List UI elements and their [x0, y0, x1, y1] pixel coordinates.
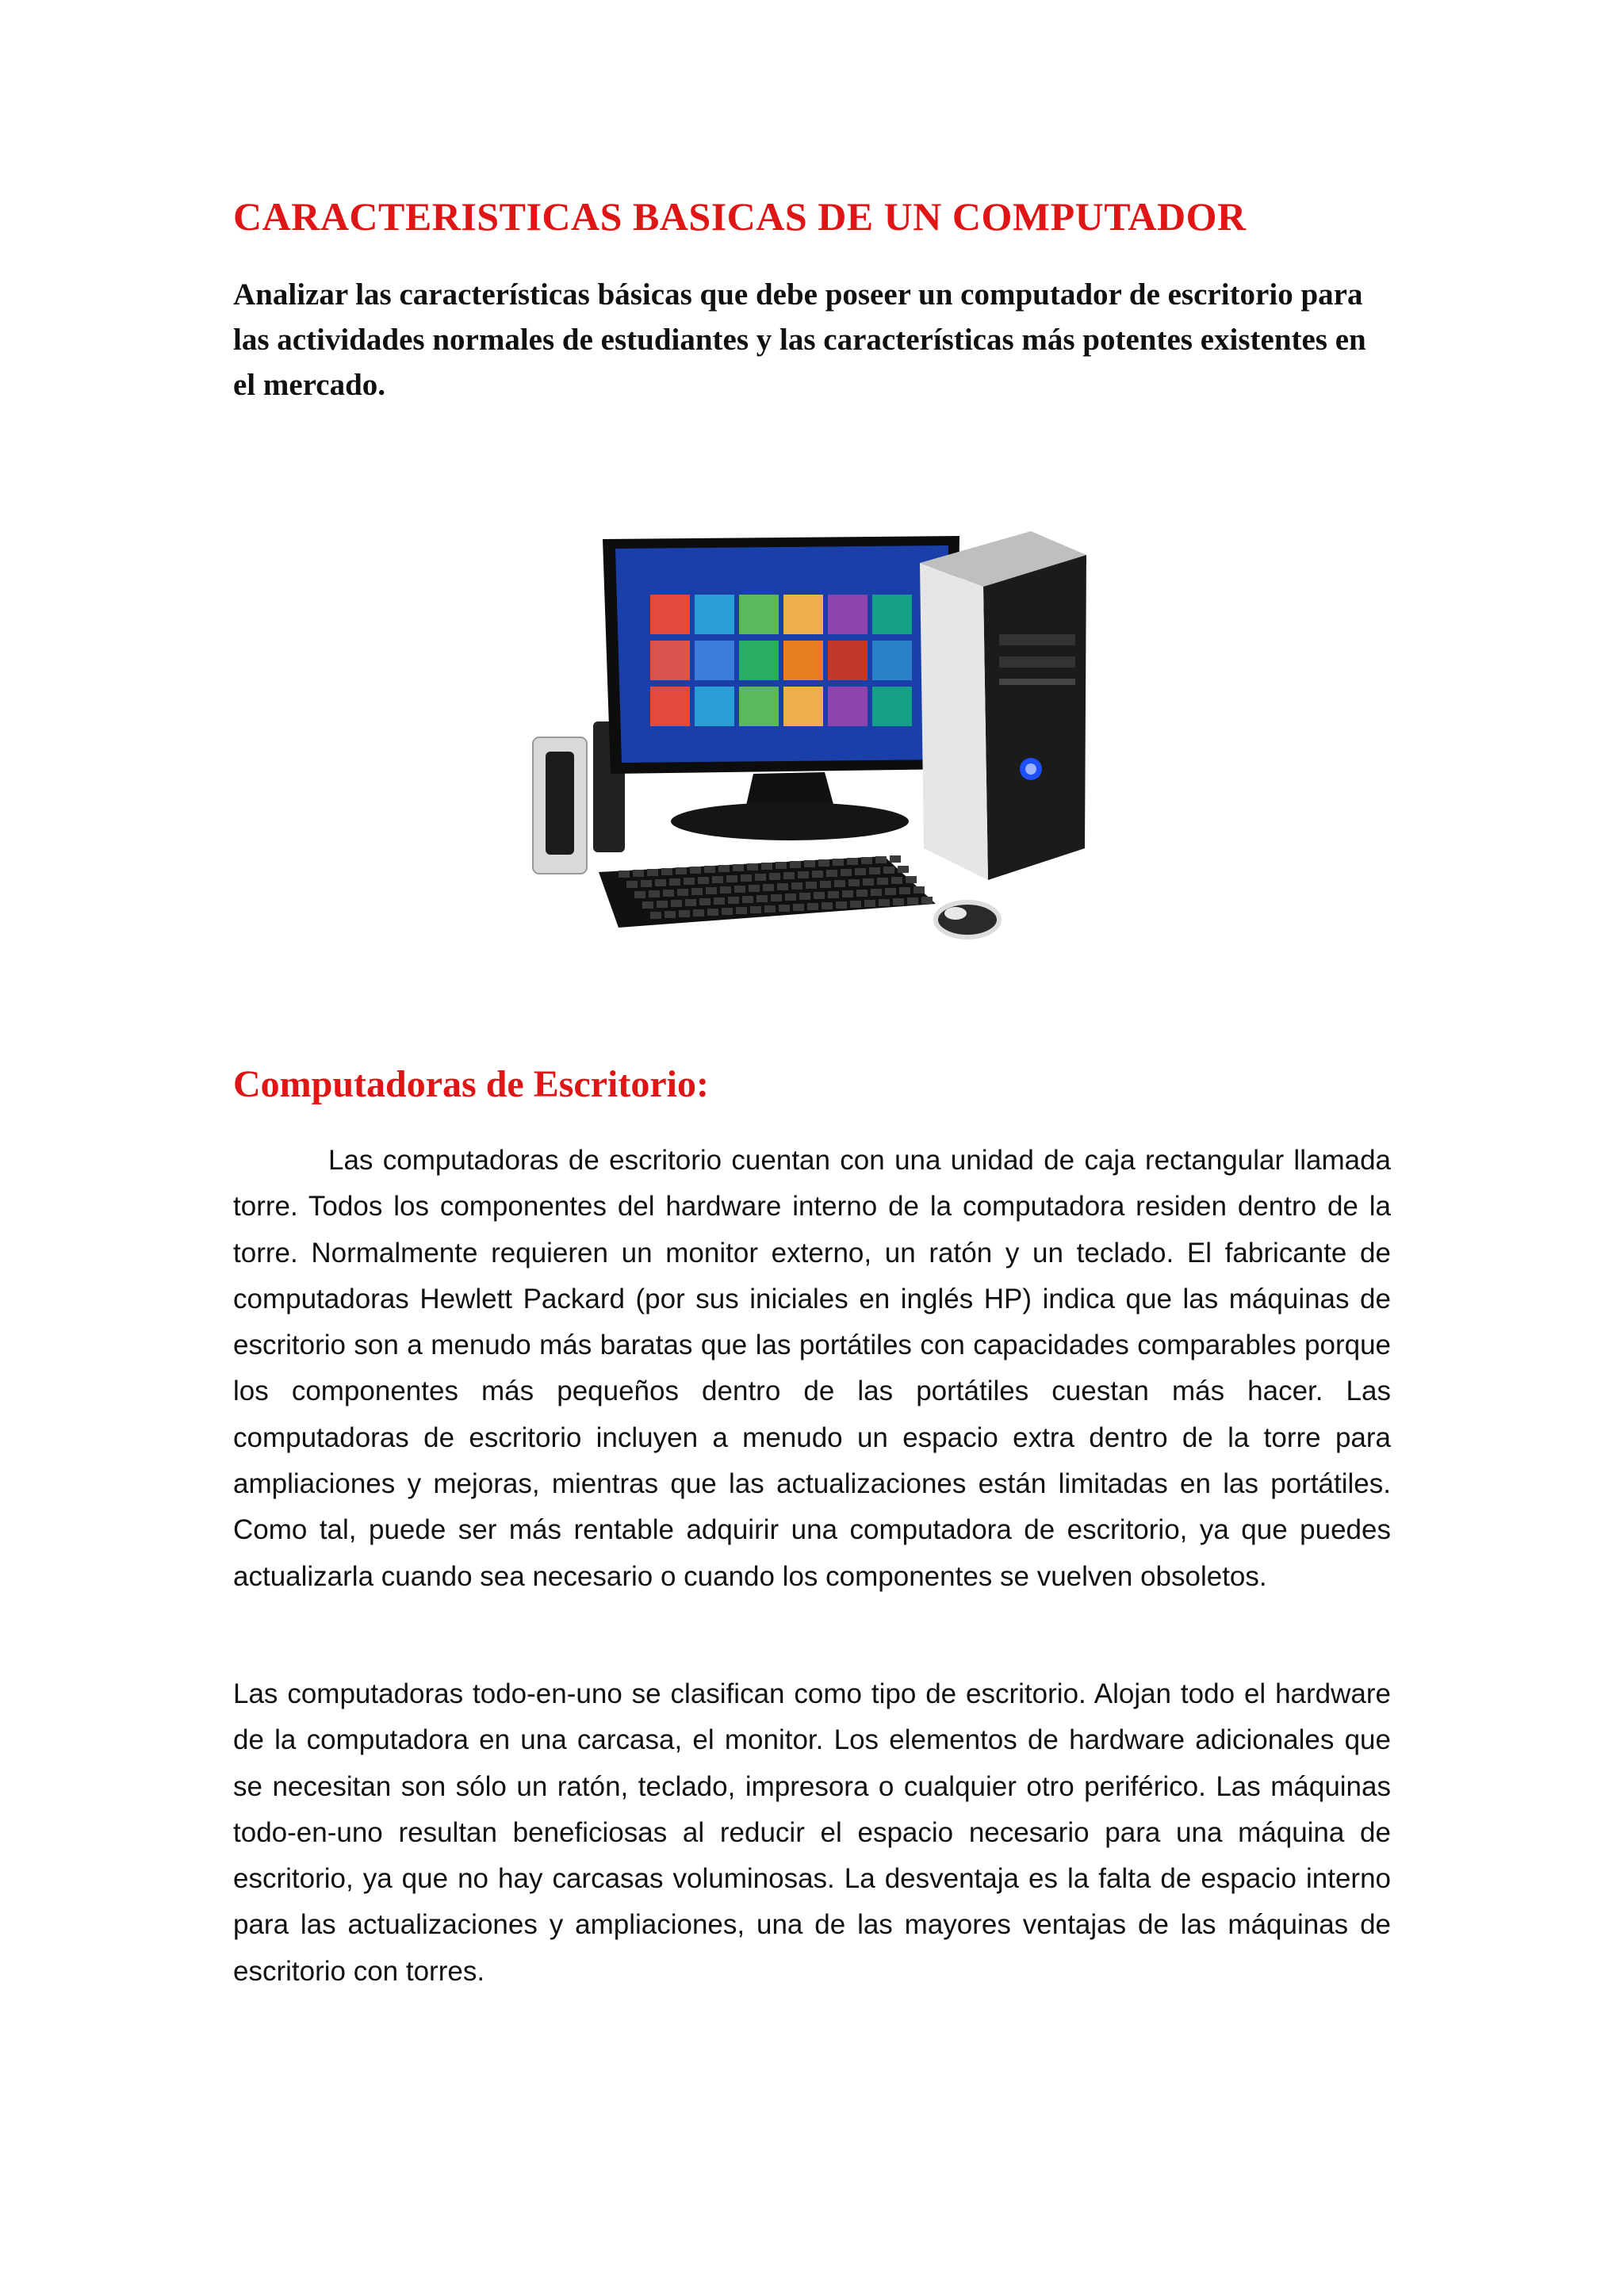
body-paragraph: Las computadoras todo-en-uno se clasifican como tipo de escritorio. Alojan todo el hardware de la computadora en una carcasa, el monitor. Los elementos de hardware adicionales que se necesitan son sólo un ratón, teclado, impresora o cualquier otro periférico. Las máquinas todo-en-uno resultan beneficiosas al reducir el espacio necesario para una máquina de escritorio, ya que no hay carcasas voluminosas. La desventaja es la falta de espacio interno para las actualizaciones y ampliaciones, una de las mayores ventajas de las máquinas de escritorio con torres.	[233, 1678, 1391, 1987]
keyboard-key	[893, 898, 904, 905]
keyboard-key	[879, 899, 890, 906]
keyboard-key	[669, 878, 680, 886]
keyboard-key	[799, 893, 810, 900]
keyboard-key	[763, 884, 774, 891]
keyboard-key	[875, 856, 887, 863]
keyboard-key	[804, 860, 815, 867]
keyboard-key	[869, 867, 880, 874]
keyboard-key	[921, 897, 933, 904]
screen-tile	[739, 687, 779, 726]
keyboard-key	[890, 855, 901, 863]
desktop-computer-illustration	[523, 507, 1110, 951]
keyboard-key	[641, 880, 652, 887]
keyboard-key	[842, 890, 853, 897]
keyboard-key	[855, 868, 866, 875]
keyboard-key	[684, 878, 695, 885]
keyboard-key	[665, 911, 676, 918]
keyboard-key	[798, 871, 809, 878]
keyboard-key	[914, 886, 925, 894]
keyboard-key	[776, 862, 787, 869]
screen-tile	[783, 641, 823, 680]
keyboard-key	[698, 877, 709, 884]
screen-tile	[872, 595, 912, 634]
keyboard-key	[750, 906, 761, 913]
keyboard-key	[833, 859, 844, 866]
keyboard-key	[793, 904, 804, 911]
screen-tile	[739, 595, 779, 634]
keyboard-key	[891, 877, 902, 884]
keyboard-key	[834, 880, 845, 887]
screen-tile	[828, 641, 868, 680]
keyboard-key	[822, 902, 833, 909]
keyboard-key	[785, 894, 796, 901]
screen-tile	[650, 595, 690, 634]
keyboard-key	[856, 890, 868, 897]
keyboard-key	[761, 863, 772, 870]
keyboard-key	[726, 875, 737, 882]
keyboard-key	[677, 889, 688, 896]
keyboard-key	[663, 890, 674, 897]
keyboard-key	[657, 901, 668, 908]
keyboard-key	[769, 873, 780, 880]
keyboard-key	[690, 867, 701, 874]
keyboard-key	[650, 912, 661, 919]
screen-tile	[828, 595, 868, 634]
body-paragraph: Las computadoras de escritorio cuentan con una unidad de caja rectangular llamada torre. Todos los componentes del hardware interno de la computadora residen dentro de la torre. Normalmente requieren un monitor externo, un ratón y un teclado. El fabricante de computadoras Hewlett Packard (por sus iniciales en inglés HP) indica que las máquinas de escritorio son a menudo más baratas que las portátiles con capacidades comparables porque los componentes más pequeños dentro de las portátiles cuestan más hacer. Las computadoras de escritorio incluyen a menudo un espacio extra dentro de la torre para ampliaciones y mejoras, mientras que las actualizaciones están limitadas en las portátiles. Como tal, puede ser más rentable adquirir una computadora de escritorio, ya que puedes actualizarla cuando sea necesario o cuando los componentes se vuelven obsoletos.	[233, 1145, 1391, 1592]
keyboard-key	[863, 878, 874, 886]
keyboard-key	[755, 874, 766, 881]
screen-tile	[695, 687, 734, 726]
keyboard-key	[841, 869, 852, 876]
intro-paragraph: Analizar las características básicas que debe poseer un computador de escritorio para las actividades normales de estudiantes y las características más potentes existentes en el mercado.	[233, 277, 1366, 402]
keyboard-key	[850, 901, 861, 908]
speaker-front	[533, 737, 587, 874]
keyboard-key	[777, 883, 788, 890]
keyboard-key	[634, 891, 645, 898]
keyboard-key	[783, 872, 795, 879]
keyboard-key	[679, 910, 690, 917]
keyboard-key	[742, 896, 753, 903]
keyboard-key	[671, 900, 682, 907]
keyboard-key	[676, 867, 687, 874]
keyboard-key	[898, 866, 909, 873]
keyboard-key	[836, 901, 847, 909]
screen-tile	[650, 641, 690, 680]
keyboard-key	[899, 887, 910, 894]
keyboard	[599, 855, 936, 928]
keyboard-key	[655, 879, 666, 886]
keyboard-key	[704, 866, 715, 873]
section-heading: Computadoras de Escritorio:	[233, 1063, 709, 1105]
desktop-computer-image	[523, 507, 1110, 951]
keyboard-key	[828, 891, 839, 898]
screen-tile	[650, 687, 690, 726]
keyboard-key	[747, 863, 758, 871]
keyboard-key	[779, 905, 790, 912]
keyboard-key	[848, 879, 860, 886]
keyboard-key	[728, 897, 739, 904]
keyboard-key	[642, 901, 653, 909]
keyboard-key	[907, 897, 918, 905]
keyboard-key	[707, 909, 718, 916]
keyboard-key	[699, 898, 710, 905]
keyboard-key	[807, 903, 818, 910]
mouse	[936, 902, 999, 937]
keyboard-key	[712, 876, 723, 883]
monitor-base	[671, 802, 909, 840]
monitor	[603, 536, 959, 840]
screen-tile	[872, 641, 912, 680]
keyboard-key	[720, 886, 731, 894]
keyboard-key	[771, 894, 782, 901]
keyboard-key	[847, 858, 858, 865]
screen-tile	[783, 595, 823, 634]
keyboard-key	[706, 887, 717, 894]
keyboard-key	[649, 890, 660, 897]
keyboard-key	[691, 888, 703, 895]
keyboard-key	[790, 861, 801, 868]
keyboard-key	[633, 870, 644, 877]
page-title: CARACTERISTICAS BASICAS DE UN COMPUTADOR	[233, 194, 1247, 239]
keyboard-key	[883, 867, 894, 874]
keyboard-key	[756, 895, 768, 902]
keyboard-key	[685, 899, 696, 906]
keyboard-key	[791, 882, 802, 890]
keyboard-key	[820, 881, 831, 888]
keyboard-key	[626, 881, 638, 888]
keyboard-key	[812, 871, 823, 878]
screen-tile	[695, 595, 734, 634]
keyboard-key	[906, 876, 917, 883]
tower-case	[920, 531, 1086, 880]
keyboard-key	[749, 885, 760, 892]
screen-tile	[872, 687, 912, 726]
keyboard-key	[741, 874, 752, 882]
keyboard-key	[693, 909, 704, 916]
keyboard-key	[864, 900, 875, 907]
keyboard-key	[661, 868, 672, 875]
keyboard-key	[806, 882, 817, 889]
screen-tile	[695, 641, 734, 680]
keyboard-key	[885, 888, 896, 895]
keyboard-key	[722, 908, 733, 915]
keyboard-key	[814, 892, 825, 899]
screen-tile	[828, 687, 868, 726]
keyboard-key	[619, 871, 630, 878]
keyboard-key	[861, 857, 872, 864]
keyboard-key	[736, 907, 747, 914]
keyboard-key	[871, 889, 882, 896]
keyboard-key	[818, 859, 829, 867]
keyboard-key	[734, 886, 745, 893]
keyboard-key	[764, 905, 776, 913]
keyboard-key	[714, 897, 725, 905]
keyboard-key	[647, 869, 658, 876]
screen-tile	[783, 687, 823, 726]
keyboard-key	[826, 870, 837, 877]
keyboard-key	[733, 864, 744, 871]
keyboard-key	[718, 865, 730, 872]
keyboard-key	[877, 878, 888, 885]
screen-tile	[739, 641, 779, 680]
